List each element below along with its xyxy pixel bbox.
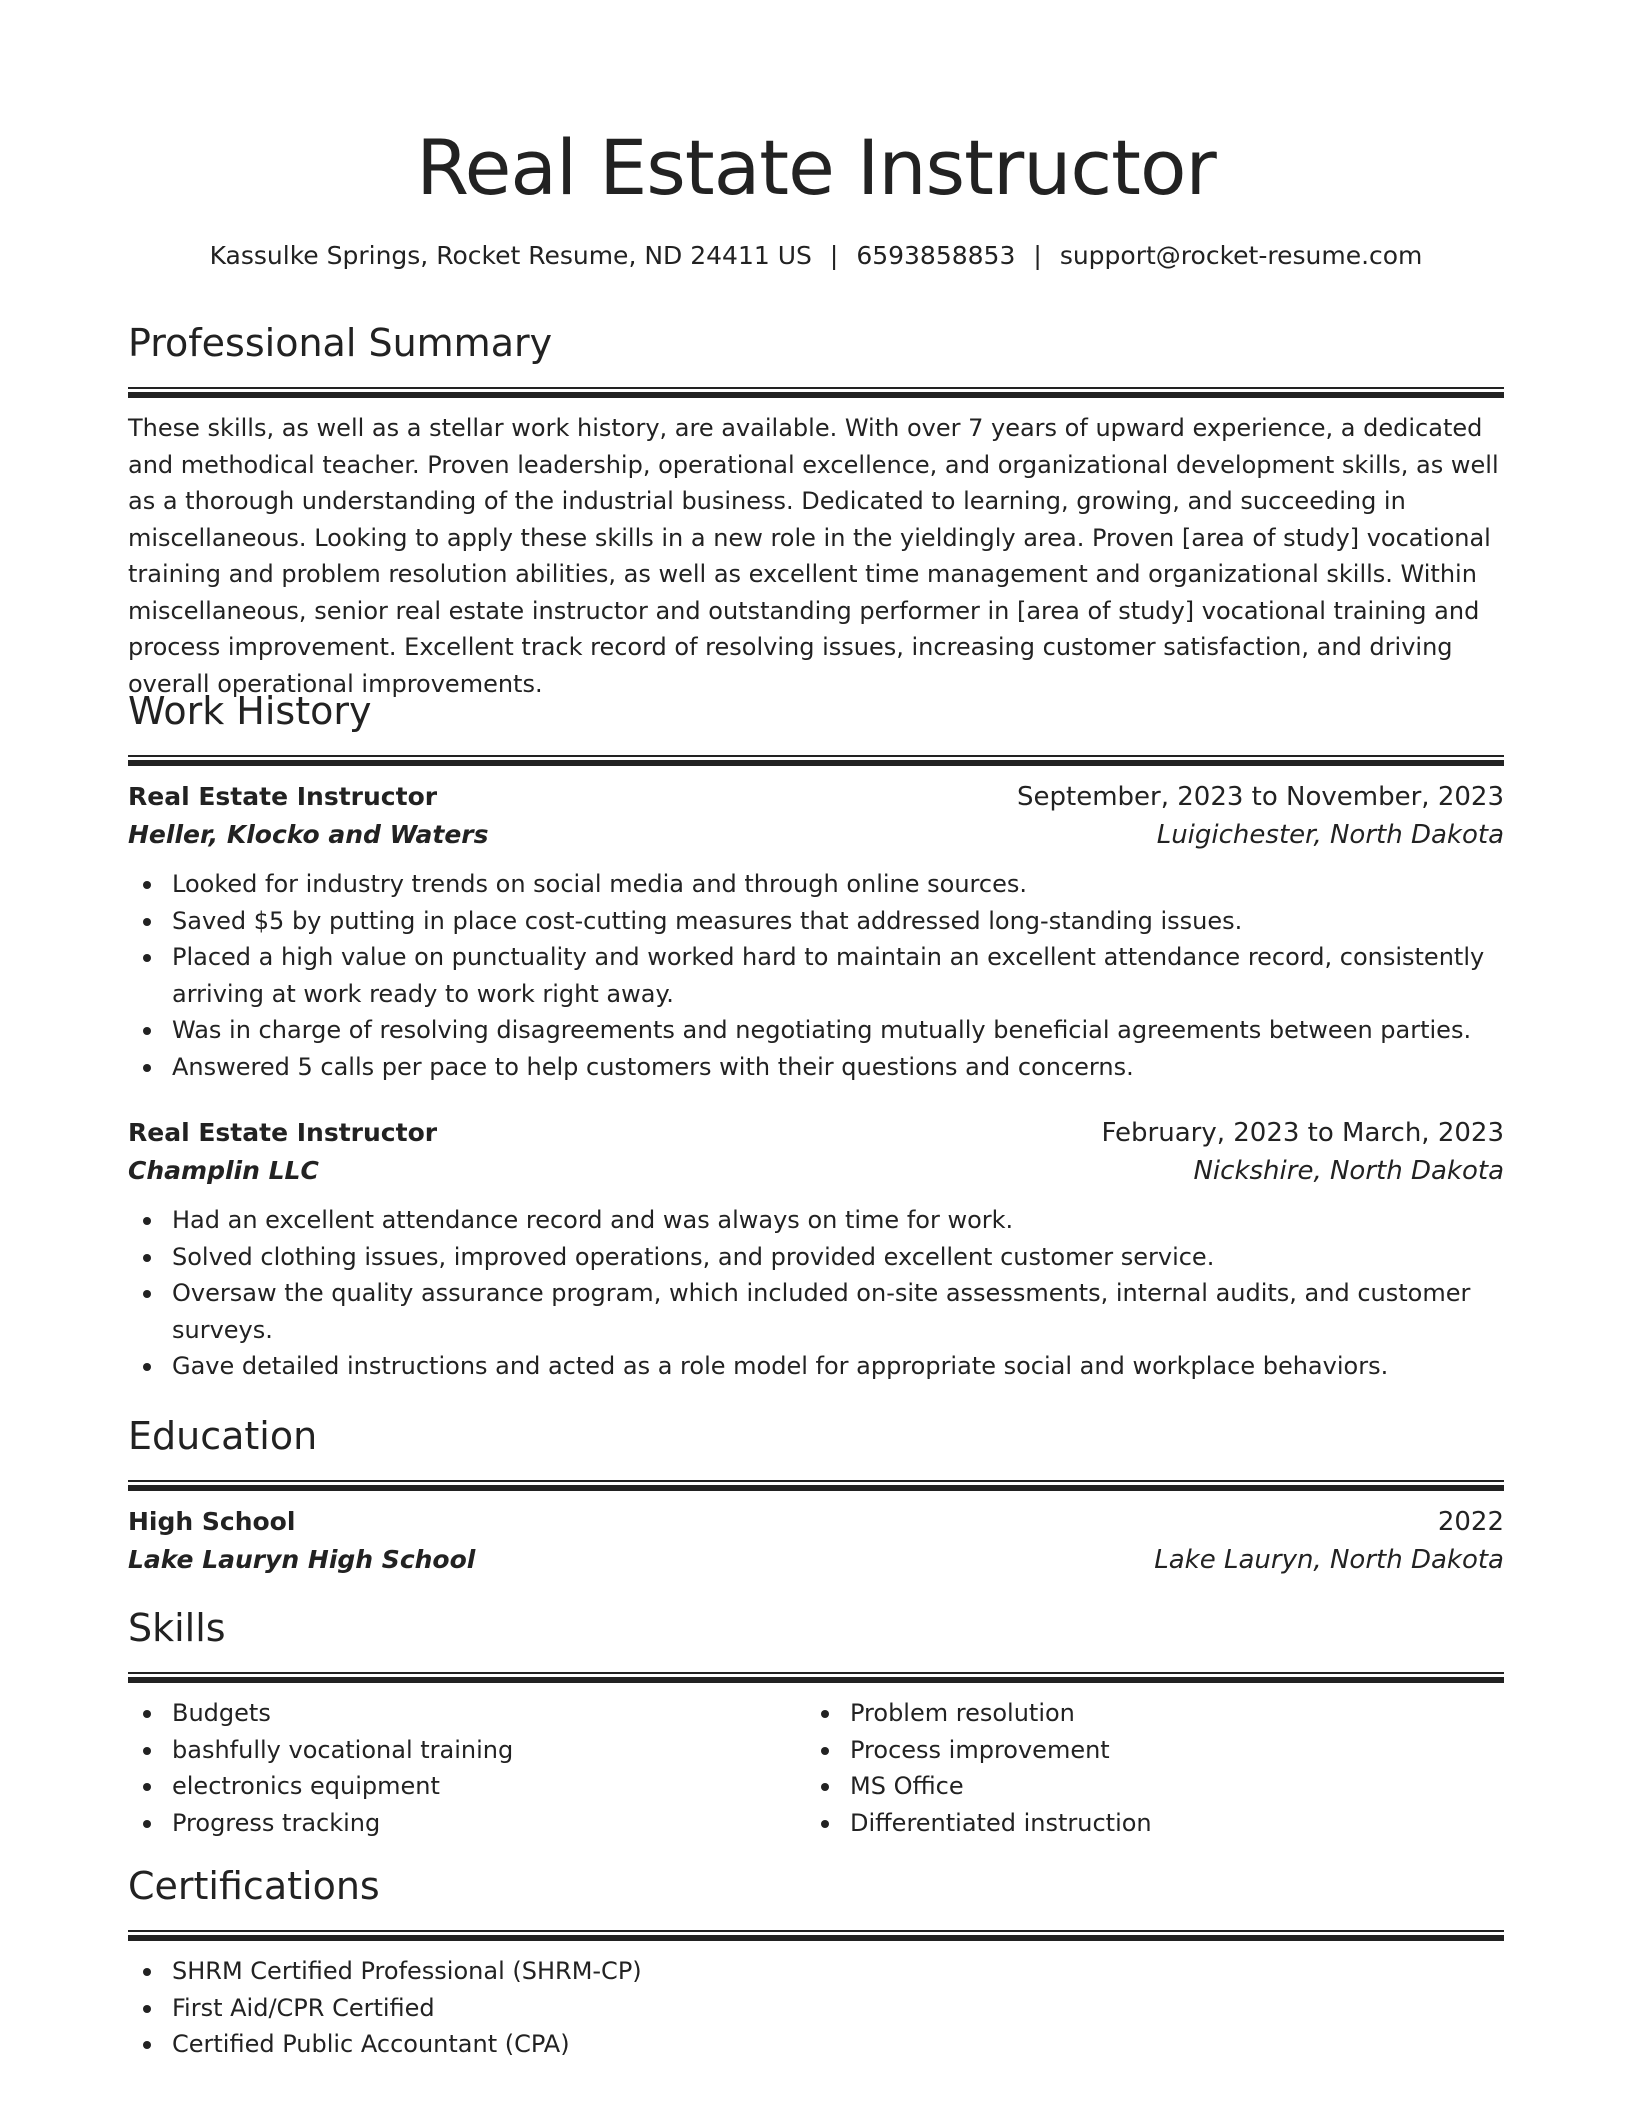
resume-page <box>128 0 1504 2112</box>
education-entry <box>128 1503 1504 1579</box>
skills-grid <box>128 1695 1504 1841</box>
contact-separator: | <box>829 241 839 270</box>
candidate-name: Real Estate Instructor <box>416 123 1216 212</box>
list-item: Answered 5 calls per pace to help customers with their questions and concerns. <box>128 1049 1504 1086</box>
list-item: electronics equipment <box>128 1768 806 1805</box>
list-item: First Aid/CPR Certified <box>128 1990 1504 2027</box>
job-company: Heller, Klocko and Waters <box>128 820 489 849</box>
education-section <box>128 1411 1504 1579</box>
section-divider <box>128 755 1504 766</box>
education-location: Lake Lauryn, North Dakota <box>1154 1545 1504 1575</box>
summary-heading: Professional Summary <box>128 321 553 365</box>
list-item: Certified Public Accountant (CPA) <box>128 2026 1504 2063</box>
job-header-row <box>128 778 1504 816</box>
education-degree: High School <box>128 1507 296 1536</box>
job-entry <box>128 1114 1504 1385</box>
education-school-row <box>128 1541 1504 1579</box>
section-divider <box>128 1480 1504 1491</box>
certifications-list <box>128 1953 1504 2063</box>
skills-section <box>128 1603 1504 1841</box>
certifications-section <box>128 1861 1504 2063</box>
list-item: Gave detailed instructions and acted as a role model for appropriate social and workplace behaviors. <box>128 1348 1504 1385</box>
list-item: Saved $5 by putting in place cost-cutting measures that addressed long-standing issues. <box>128 903 1504 940</box>
work-history-section <box>128 686 1504 1385</box>
education-year: 2022 <box>1437 1507 1504 1537</box>
list-item: bashfully vocational training <box>128 1732 806 1769</box>
skills-heading: Skills <box>128 1606 226 1650</box>
list-item: Solved clothing issues, improved operations, and provided excellent customer service. <box>128 1239 1504 1276</box>
education-header-row <box>128 1503 1504 1541</box>
list-item: Looked for industry trends on social media and through online sources. <box>128 866 1504 903</box>
list-item: Placed a high value on punctuality and worked hard to maintain an excellent attendance record, consistently arriving at work ready to work right away. <box>128 939 1504 1012</box>
job-title: Real Estate Instructor <box>128 782 438 811</box>
education-school: Lake Lauryn High School <box>128 1545 476 1574</box>
job-company-row <box>128 1152 1504 1190</box>
contact-phone: 6593858853 <box>856 241 1016 270</box>
skills-list-right <box>806 1695 1484 1841</box>
list-item: Progress tracking <box>128 1805 806 1842</box>
job-dates: September, 2023 to November, 2023 <box>1017 782 1504 812</box>
contact-email: support@rocket-resume.com <box>1059 241 1423 270</box>
list-item: Had an excellent attendance record and was always on time for work. <box>128 1202 1504 1239</box>
contact-separator: | <box>1033 241 1042 270</box>
section-divider <box>128 1930 1504 1941</box>
list-item: MS Office <box>806 1768 1484 1805</box>
list-item: Problem resolution <box>806 1695 1484 1732</box>
section-divider <box>128 387 1504 398</box>
job-entry <box>128 778 1504 1085</box>
contact-line <box>128 238 1504 274</box>
summary-text: These skills, as well as a stellar work history, are available. With over 7 years of upward experience, a dedicated and methodical teacher. Proven leadership, operational excellence, and organizational development skills, as well as a thorough understanding of the industrial business. Dedicated to learning, growing, and succeeding in miscellaneous. Looking to apply these skills in a new role in the yieldingly area. Proven [area of study] vocational training and problem resolution abilities, as well as excellent time management and organizational skills. Within miscellaneous, senior real estate instructor and outstanding performer in [area of study] vocational training and process improvement. Excellent track record of resolving issues, increasing customer satisfaction, and driving overall operational improvements. <box>128 414 1499 698</box>
job-location: Luigichester, North Dakota <box>1156 820 1504 850</box>
job-title: Real Estate Instructor <box>128 1118 438 1147</box>
job-header-row <box>128 1114 1504 1152</box>
job-bullets <box>128 1202 1504 1385</box>
list-item: Oversaw the quality assurance program, which included on-site assessments, internal audits, and customer surveys. <box>128 1275 1504 1348</box>
list-item: Process improvement <box>806 1732 1484 1769</box>
work-history-heading: Work History <box>128 689 372 733</box>
job-company: Champlin LLC <box>128 1156 319 1185</box>
job-location: Nickshire, North Dakota <box>1193 1156 1504 1186</box>
section-divider <box>128 1672 1504 1683</box>
list-item: Was in charge of resolving disagreements and negotiating mutually beneficial agreements between parties. <box>128 1012 1504 1049</box>
certifications-heading: Certifications <box>128 1864 380 1908</box>
job-bullets <box>128 866 1504 1085</box>
education-heading: Education <box>128 1414 318 1458</box>
skills-list-left <box>128 1695 806 1841</box>
job-dates: February, 2023 to March, 2023 <box>1101 1118 1504 1148</box>
contact-address: Kassulke Springs, Rocket Resume, ND 24411 US <box>209 241 812 270</box>
list-item: SHRM Certified Professional (SHRM-CP) <box>128 1953 1504 1990</box>
job-company-row <box>128 816 1504 854</box>
list-item: Differentiated instruction <box>806 1805 1484 1842</box>
summary-section <box>128 318 1504 702</box>
list-item: Budgets <box>128 1695 806 1732</box>
